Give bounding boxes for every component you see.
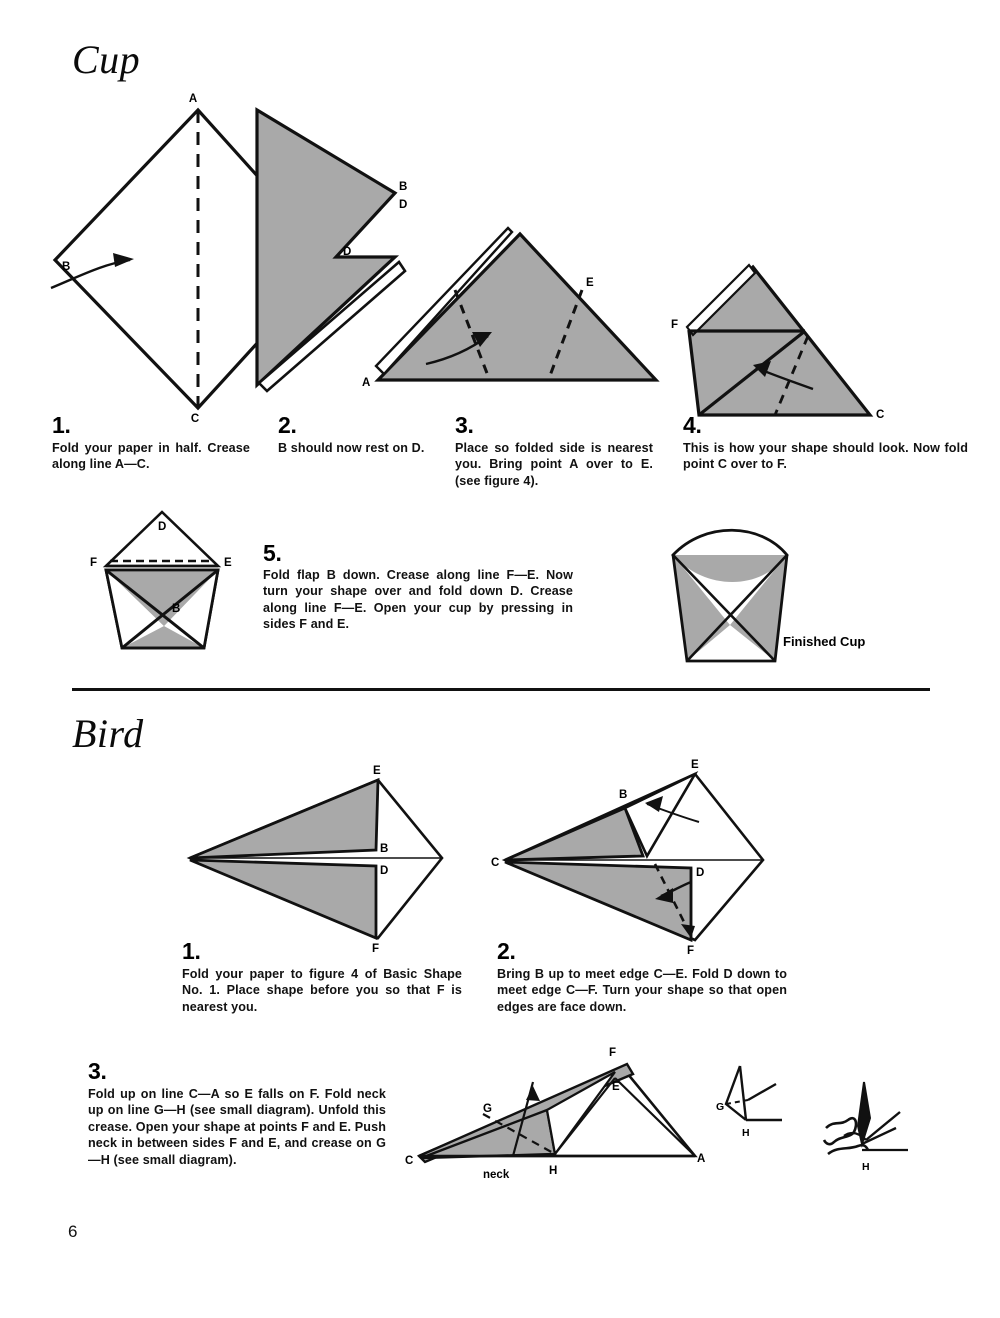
bird-fig3-label-g: G [483, 1103, 492, 1115]
bird-fig2-label-d: D [696, 867, 705, 879]
bird-fig2-label-b: B [619, 789, 628, 801]
bird-detail-label-g: G [716, 1101, 725, 1113]
bird-fig3-label-c: C [405, 1155, 414, 1167]
cup-fig5-label-e: E [224, 557, 232, 569]
cup-step-1-number: 1. [52, 412, 71, 438]
bird-figure-2 [491, 759, 795, 957]
bird-fig1-label-e: E [373, 765, 381, 777]
cup-fig3-label-e: E [586, 277, 594, 289]
section-divider [72, 688, 930, 691]
bird-hands-sketch [822, 1058, 952, 1183]
cup-fig4-label-f: F [671, 319, 679, 331]
cup-fig3-label-a: A [362, 377, 371, 389]
bird-fig1-label-d: D [380, 865, 389, 877]
section-title-cup: Cup [72, 37, 141, 82]
bird-figure-3 [405, 1042, 710, 1192]
cup-step-2-text: B should now rest on D. [278, 441, 425, 455]
finished-cup-figure [635, 513, 825, 673]
bird-fig1-label-f: F [372, 943, 380, 955]
cup-step-2-number: 2. [278, 412, 297, 438]
cup-fig2-label-d: D [399, 199, 408, 211]
finished-cup-label: Finished Cup [783, 634, 866, 649]
cup-fig5-label-f: F [90, 557, 98, 569]
cup-fig4-label-c: C [876, 409, 885, 421]
bird-figure-1 [180, 762, 470, 955]
cup-step-1-text: Fold your paper in half. Crease along line A—C. [52, 441, 250, 472]
bird-fig3-label-a: A [697, 1153, 706, 1165]
cup-fig2-label-b: B [399, 181, 408, 193]
cup-figure-5 [88, 508, 263, 663]
bird-fig2-label-c: C [491, 857, 500, 869]
bird-fig2-label-e: E [691, 759, 699, 771]
cup-step-3-text: Place so folded side is nearest you. Bring point A over to E. (see figure 4). [455, 441, 653, 488]
cup-step-4-text: This is how your shape should look. Now fold point C over to F. [683, 441, 968, 472]
bird-detail-label-h: H [742, 1127, 750, 1139]
cup-step-4-number: 4. [683, 412, 702, 438]
bird-step-3-text: Fold up on line C—A so E falls on F. Fold neck up on line G—H (see small diagram). Unfold this crease. Open your shape at points F and E. Push neck in between sides F and E, and crease on G—H (see small diagram). [88, 1087, 386, 1167]
bird-step-2-number: 2. [497, 938, 516, 964]
bird-fig1-label-b: B [380, 843, 389, 855]
cup-fig1-label-b: B [62, 261, 71, 273]
bird-fig3-label-e: E [612, 1081, 620, 1093]
bird-fig3-label-f: F [609, 1047, 617, 1059]
bird-fig3-annotation-neck: neck [483, 1169, 510, 1181]
cup-fig5-label-d: D [158, 521, 167, 533]
cup-step-5-number: 5. [263, 540, 282, 566]
cup-figure-4 [665, 253, 935, 423]
cup-step-3-number: 3. [455, 412, 474, 438]
cup-figure-3 [360, 228, 670, 398]
bird-step-3-number: 3. [88, 1058, 107, 1084]
cup-fig2-label-d-inner: D [343, 246, 352, 258]
bird-step-1-text: Fold your paper to figure 4 of Basic Shape No. 1. Place shape before you so that F is nearest you. [182, 967, 462, 1014]
bird-fig2-label-f: F [687, 945, 695, 957]
cup-fig1-label-a: A [188, 93, 198, 105]
bird-figure-3-detail [718, 1052, 828, 1157]
section-title-bird: Bird [72, 711, 144, 756]
bird-step-1-number: 1. [182, 938, 201, 964]
bird-step-2-text: Bring B up to meet edge C—E. Fold D down to meet edge C—F. Turn your shape so that open edges are face down. [497, 967, 787, 1014]
cup-fig1-label-c: C [190, 413, 200, 425]
bird-sketch-label-h: H [862, 1161, 870, 1173]
cup-step-5-text: Fold flap B down. Crease along line F—E. Now turn your shape over and fold down D. Crease along line F—E. Open your cup by pressing in sides F and E. [263, 568, 573, 632]
cup-fig5-label-b: B [172, 603, 181, 615]
bird-fig3-label-h: H [549, 1165, 558, 1177]
page-number: 6 [68, 1222, 78, 1241]
